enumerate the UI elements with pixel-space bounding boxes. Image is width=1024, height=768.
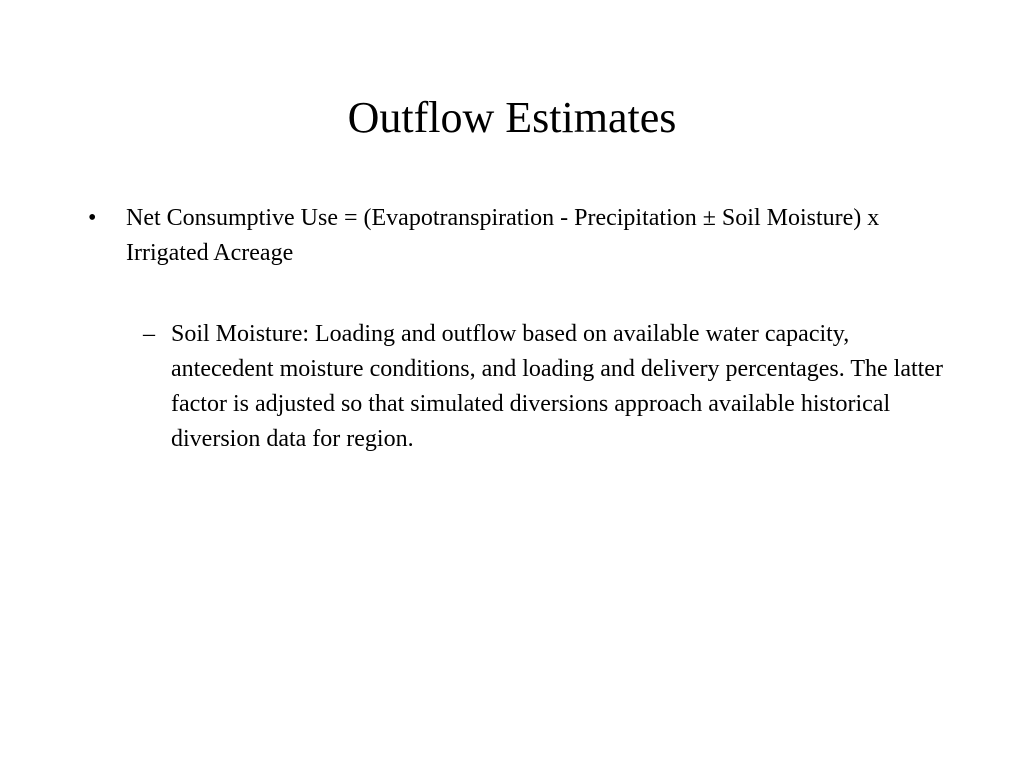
- bullet-text: Net Consumptive Use = (Evapotranspiration - Precipitation ± Soil Moisture) x Irrigated Acreage: [126, 205, 880, 266]
- bullet-item: [88, 201, 948, 271]
- sub-bullet-marker: –: [143, 321, 155, 347]
- slide-title: Outflow Estimates: [347, 93, 677, 142]
- sub-bullet-item: [143, 317, 973, 457]
- sub-bullet-text: Soil Moisture: Loading and outflow based on available water capacity, antecedent moisture conditions, and loading and delivery percentages. The latter factor is adjusted so that simulated diversions approach available historical diversion data for region.: [171, 321, 943, 452]
- bullet-marker: •: [88, 205, 97, 231]
